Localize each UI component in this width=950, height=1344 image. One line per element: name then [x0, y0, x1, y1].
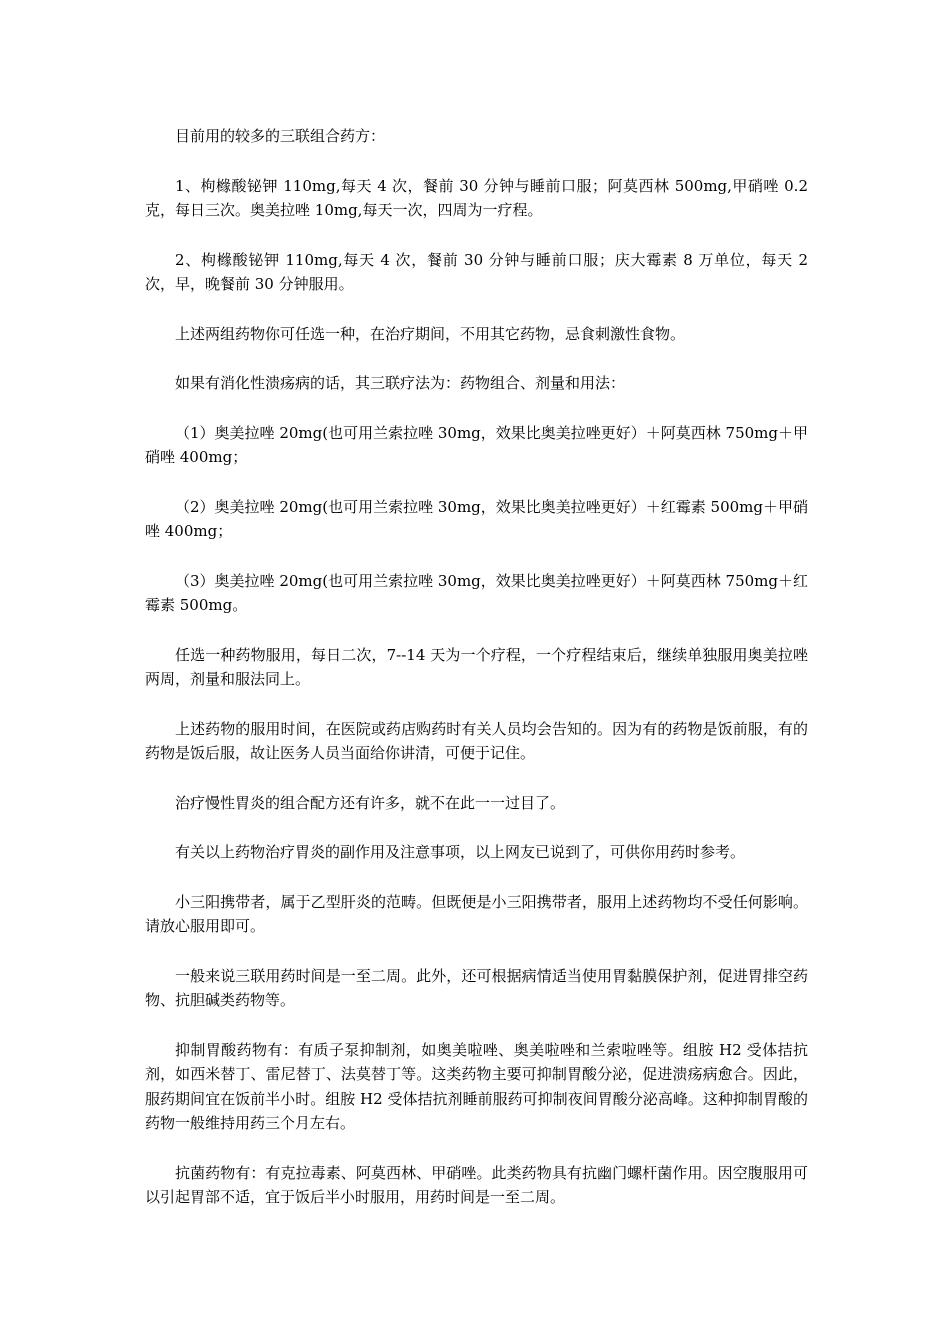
- paragraph-ulcer-option-3: （3）奥美拉唑 20mg(也可用兰索拉唑 30mg，效果比奥美拉唑更好）＋阿莫西林 750mg＋红霉素 500mg。: [145, 571, 808, 614]
- paragraph-side-effects: 有关以上药物治疗胃炎的副作用及注意事项，以上网友已说到了，可供你用药时参考。: [175, 843, 746, 861]
- paragraph-hepatitis: 小三阳携带者，属于乙型肝炎的范畴。但既便是小三阳携带者，服用上述药物均不受任何影响。请放心服用即可。: [145, 892, 808, 935]
- paragraph-regimen-2: 2、枸橼酸铋钾 110mg,每天 4 次，餐前 30 分钟与睡前口服；庆大霉素 8 万单位，每天 2 次，早，晚餐前 30 分钟服用。: [145, 250, 808, 293]
- paragraph-acid-suppressants: 抑制胃酸药物有：有质子泵抑制剂，如奥美啦唑、奥美啦唑和兰索啦唑等。组胺 H2 受体拮抗剂，如西米替丁、雷尼替丁、法莫替丁等。这类药物主要可抑制胃酸分泌，促进溃疡病愈合。因此，服药期间宜在饭前半小时。组胺 H2 受体拮抗剂睡前服药可抑制夜间胃酸分泌高峰。这种抑制胃酸的药物一般维持用药三个月左右。: [145, 1040, 808, 1132]
- paragraph-regimen-1: 1、枸橼酸铋钾 110mg,每天 4 次，餐前 30 分钟与睡前口服；阿莫西林 500mg,甲硝唑 0.2 克，每日三次。奥美拉唑 10mg,每天一次，四周为一疗程。: [145, 176, 808, 219]
- paragraph-duration: 一般来说三联用药时间是一至二周。此外，还可根据病情适当使用胃黏膜保护剂，促进胃排空药物、抗胆碱类药物等。: [145, 966, 808, 1009]
- paragraph-intro: 目前用的较多的三联组合药方：: [175, 127, 386, 145]
- paragraph-ulcer-option-2: （2）奥美拉唑 20mg(也可用兰索拉唑 30mg，效果比奥美拉唑更好）＋红霉素 500mg＋甲硝唑 400mg；: [145, 497, 808, 540]
- paragraph-ulcer-option-1: （1）奥美拉唑 20mg(也可用兰索拉唑 30mg，效果比奥美拉唑更好）＋阿莫西林 750mg＋甲硝唑 400mg；: [145, 423, 808, 466]
- paragraph-choice-note: 上述两组药物你可任选一种，在治疗期间，不用其它药物，忌食刺激性食物。: [175, 324, 686, 343]
- paragraph-course: 任选一种药物服用，每日二次，7--14 天为一个疗程，一个疗程结束后，继续单独服用奥美拉唑两周，剂量和服法同上。: [145, 645, 808, 688]
- document-body: [145, 124, 808, 1235]
- paragraph-antibacterials: 抗菌药物有：有克拉毒素、阿莫西林、甲硝唑。此类药物具有抗幽门螺杆菌作用。因空腹服用可以引起胃部不适，宜于饭后半小时服用，用药时间是一至二周。: [145, 1163, 808, 1206]
- paragraph-other-formulas: 治疗慢性胃炎的组合配方还有许多，就不在此一一过目了。: [175, 793, 566, 812]
- paragraph-timing: 上述药物的服用时间，在医院或药店购药时有关人员均会告知的。因为有的药物是饭前服，有的药物是饭后服，故让医务人员当面给你讲清，可便于记住。: [145, 719, 808, 762]
- paragraph-ulcer-intro: 如果有消化性溃疡病的话，其三联疗法为：药物组合、剂量和用法：: [175, 374, 626, 392]
